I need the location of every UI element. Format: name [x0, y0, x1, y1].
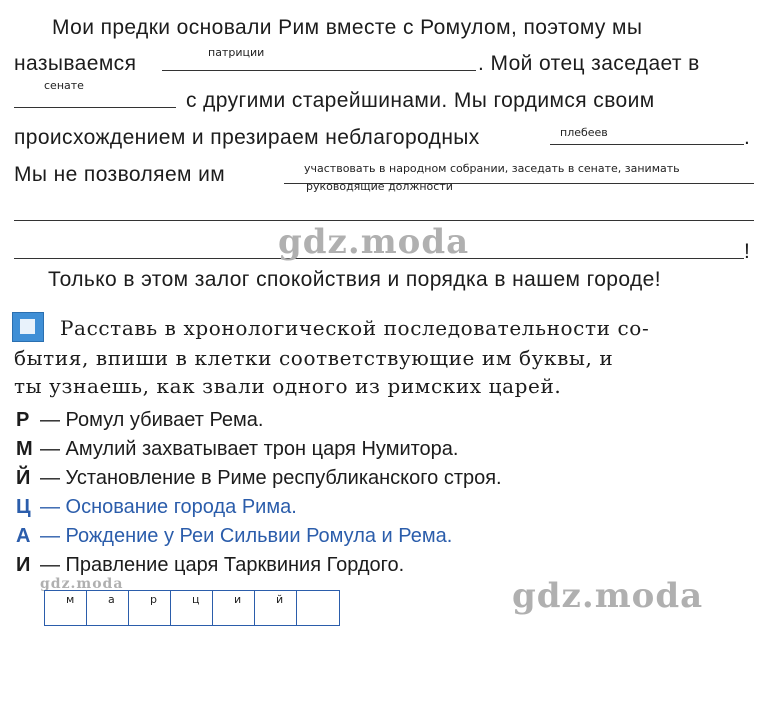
- answer-plebeians: плебеев: [560, 126, 608, 139]
- watermark-large: gdz.moda: [512, 576, 704, 616]
- answer-line-plebeians: [550, 144, 744, 145]
- grid-cell[interactable]: [171, 591, 213, 625]
- grid-letter: и: [234, 593, 242, 606]
- answer-patricians: патриции: [208, 46, 265, 59]
- grid-cell[interactable]: [129, 591, 171, 625]
- text-line-2-end: . Мой отец заседает в: [478, 52, 700, 75]
- event-text: — Основание города Рима.: [40, 496, 297, 518]
- watermark: gdz.moda: [278, 222, 470, 262]
- answer-line-patricians: [162, 70, 476, 71]
- event-letter: М: [16, 438, 33, 460]
- answer-rights-2: руководящие должности: [306, 180, 453, 193]
- grid-letter: м: [66, 593, 75, 606]
- text-line-4-end: .: [744, 126, 751, 149]
- event-letter: Ц: [16, 496, 31, 518]
- text-line-5: Мы не позволяем им: [14, 163, 226, 186]
- event-item: [16, 409, 263, 432]
- text-line-3: с другими старейшинами. Мы гордимся своим: [186, 89, 655, 112]
- grid-cell[interactable]: [213, 591, 255, 625]
- grid-cell[interactable]: [45, 591, 87, 625]
- event-item: [16, 554, 404, 577]
- event-item: [16, 438, 459, 461]
- task-line-2: бытия, впиши в клетки соответствующие им буквы, и: [14, 346, 614, 370]
- watermark-small: gdz.moda: [40, 576, 124, 592]
- event-letter: Р: [16, 409, 30, 431]
- task-line-1: Расставь в хронологической последовательности со-: [60, 316, 650, 340]
- event-item: [16, 496, 297, 519]
- answer-line-senate: [14, 107, 176, 108]
- event-letter: И: [16, 554, 31, 576]
- text-line-2-start: называемся: [14, 52, 137, 75]
- text-line-8: Только в этом залог спокойствия и порядка в нашем городе!: [48, 268, 661, 291]
- event-item: [16, 525, 452, 548]
- event-text: — Установление в Риме республиканского строя.: [40, 467, 502, 489]
- text-line-1: Мои предки основали Рим вместе с Ромулом, поэтому мы: [52, 16, 643, 39]
- event-text: — Ромул убивает Рема.: [40, 409, 264, 431]
- answer-line-rights-2: [14, 220, 754, 221]
- answer-line-rights-1: [284, 183, 754, 184]
- grid-letter: а: [108, 593, 115, 606]
- grid-cell[interactable]: [255, 591, 297, 625]
- event-letter: Й: [16, 467, 31, 489]
- event-letter: А: [16, 525, 31, 547]
- event-text: — Правление царя Тарквиния Гордого.: [40, 554, 405, 576]
- event-text: — Амулий захватывает трон царя Нумитора.: [40, 438, 459, 460]
- grid-letter: ц: [192, 593, 200, 606]
- answer-grid: [44, 590, 340, 626]
- task-icon: [12, 312, 44, 342]
- grid-cell[interactable]: [87, 591, 129, 625]
- grid-letter: й: [276, 593, 284, 606]
- answer-rights-1: участвовать в народном собрании, заседать в сенате, занимать: [304, 162, 680, 175]
- answer-senate: сенате: [44, 79, 84, 92]
- text-line-4: происхождением и презираем неблагородных: [14, 126, 480, 149]
- event-text: — Рождение у Реи Сильвии Ромула и Рема.: [40, 525, 453, 547]
- text-line-7-end: !: [744, 240, 751, 263]
- grid-letter: р: [150, 593, 157, 606]
- event-item: [16, 467, 502, 490]
- task-line-3: ты узнаешь, как звали одного из римских царей.: [14, 374, 562, 398]
- grid-cell[interactable]: [297, 591, 339, 625]
